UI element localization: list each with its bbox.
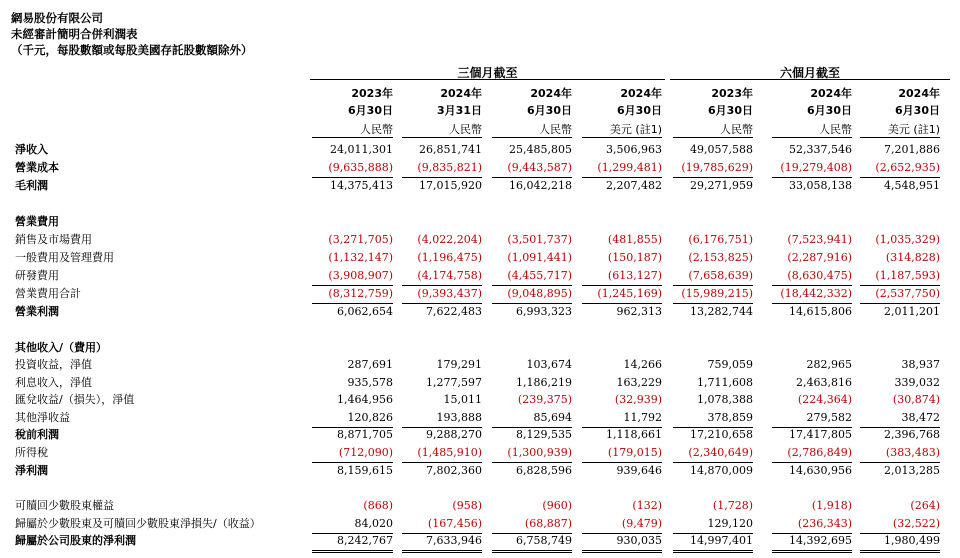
- row-value: 52,337,546: [789, 143, 852, 156]
- column-header-underline: [673, 137, 753, 138]
- group-header-three-months: 三個月截至: [457, 66, 518, 80]
- column-currency: 人民幣: [360, 123, 393, 136]
- row-value: 2,011,201: [884, 305, 940, 318]
- row-value: (4,455,717): [507, 269, 572, 282]
- column-header-underline: [860, 137, 940, 138]
- column-currency: 人民幣: [449, 123, 482, 136]
- row-label: 歸屬於少數股東及可贖回少數股東淨損失/（收益）: [15, 517, 261, 530]
- row-value: (9,479): [621, 517, 662, 530]
- row-value: (264): [910, 499, 940, 512]
- row-value: (314,828): [885, 251, 940, 264]
- row-value: 179,291: [436, 358, 482, 371]
- group-underline-six-months: [670, 79, 950, 80]
- row-value: (1,245,169): [597, 287, 662, 300]
- row-value: 14,870,009: [690, 464, 753, 477]
- column-header-underline: [402, 137, 482, 138]
- row-label: 投資收益，淨值: [15, 358, 92, 371]
- row-value: (2,786,849): [787, 446, 852, 459]
- row-value: 29,271,959: [690, 179, 753, 192]
- row-value: 14,266: [623, 358, 662, 371]
- row-value: (2,153,825): [688, 251, 753, 264]
- column-year: 2024年: [620, 87, 662, 100]
- row-value: (4,174,758): [417, 269, 482, 282]
- total-double-underline: [402, 550, 482, 553]
- row-value: 129,120: [707, 517, 753, 530]
- row-value: (1,300,939): [507, 446, 572, 459]
- row-value: (7,658,639): [688, 269, 753, 282]
- row-value: 6,828,596: [516, 464, 572, 477]
- row-value: 7,201,886: [884, 143, 940, 156]
- row-value: 339,032: [894, 376, 940, 389]
- row-value: (30,874): [892, 393, 940, 406]
- row-value: 287,691: [347, 358, 393, 371]
- row-value: 14,392,695: [789, 534, 852, 547]
- row-value: 38,472: [901, 411, 940, 424]
- row-label: 利息收入，淨值: [15, 376, 92, 389]
- column-year: 2024年: [898, 87, 940, 100]
- row-value: (18,442,332): [780, 287, 852, 300]
- column-date: 6月30日: [527, 104, 572, 117]
- row-value: 26,851,741: [419, 143, 482, 156]
- row-value: 8,871,705: [337, 428, 393, 441]
- row-value: 15,011: [443, 393, 482, 406]
- row-value: (2,652,935): [875, 161, 940, 174]
- column-year: 2024年: [810, 87, 852, 100]
- row-value: (9,048,895): [507, 287, 572, 300]
- row-value: (239,375): [517, 393, 572, 406]
- total-double-underline: [312, 550, 393, 553]
- total-double-underline: [673, 550, 753, 553]
- row-value: (1,035,329): [875, 233, 940, 246]
- row-value: 282,965: [806, 358, 852, 371]
- row-label: 淨收入: [15, 143, 48, 156]
- row-value: (179,015): [607, 446, 662, 459]
- row-label: 一般費用及管理費用: [15, 251, 114, 264]
- column-date: 6月30日: [348, 104, 393, 117]
- column-currency: 人民幣: [720, 123, 753, 136]
- row-value: 17,417,805: [789, 428, 852, 441]
- row-value: 2,207,482: [606, 179, 662, 192]
- row-value: 13,282,744: [690, 305, 753, 318]
- group-header-six-months: 六個月截至: [779, 66, 840, 80]
- row-value: 8,242,767: [337, 534, 393, 547]
- row-value: 6,758,749: [516, 534, 572, 547]
- row-value: (68,887): [524, 517, 572, 530]
- row-label: 營業利潤: [15, 305, 59, 318]
- column-year: 2024年: [440, 87, 482, 100]
- row-label: 歸屬於公司股東的淨利潤: [15, 534, 136, 547]
- row-value: (150,187): [607, 251, 662, 264]
- row-value: (19,279,408): [780, 161, 852, 174]
- row-value: (1,918): [811, 499, 852, 512]
- row-value: (9,835,821): [417, 161, 482, 174]
- row-value: 17,210,658: [690, 428, 753, 441]
- row-value: (7,523,941): [787, 233, 852, 246]
- row-value: 163,229: [616, 376, 662, 389]
- row-value: (9,393,437): [417, 287, 482, 300]
- row-value: 8,129,535: [516, 428, 572, 441]
- row-label: 其他收入/（費用）: [15, 341, 108, 354]
- row-value: (481,855): [607, 233, 662, 246]
- row-value: 14,615,806: [789, 305, 852, 318]
- column-currency: 美元 (註1): [887, 123, 940, 136]
- column-date: 6月30日: [895, 104, 940, 117]
- row-value: 279,582: [806, 411, 852, 424]
- row-value: (32,522): [892, 517, 940, 530]
- row-label: 營業成本: [15, 161, 59, 174]
- row-value: 2,463,816: [796, 376, 852, 389]
- row-value: (1,728): [712, 499, 753, 512]
- row-value: (15,989,215): [681, 287, 753, 300]
- row-value: (2,340,649): [688, 446, 753, 459]
- row-value: 7,622,483: [426, 305, 482, 318]
- row-value: (8,630,475): [787, 269, 852, 282]
- row-value: (4,022,204): [417, 233, 482, 246]
- row-label: 所得稅: [15, 446, 48, 459]
- row-value: (8,312,759): [328, 287, 393, 300]
- row-value: (224,364): [797, 393, 852, 406]
- row-value: 1,464,956: [337, 393, 393, 406]
- row-value: 1,980,499: [884, 534, 940, 547]
- row-value: 1,118,661: [606, 428, 662, 441]
- row-value: (132): [632, 499, 662, 512]
- row-label: 銷售及市場費用: [15, 233, 92, 246]
- row-value: (1,299,481): [597, 161, 662, 174]
- row-value: (712,090): [338, 446, 393, 459]
- row-value: (167,456): [427, 517, 482, 530]
- statement-title: 未經審計簡明合併利潤表: [11, 27, 138, 41]
- row-value: 14,997,401: [690, 534, 753, 547]
- column-header-underline: [582, 137, 662, 138]
- row-value: 8,159,615: [337, 464, 393, 477]
- column-date: 6月30日: [708, 104, 753, 117]
- row-value: 24,011,301: [330, 143, 393, 156]
- unit-note: （千元，每股數額或每股美國存託股數額除外）: [11, 43, 253, 57]
- row-value: (383,483): [885, 446, 940, 459]
- total-double-underline: [582, 550, 662, 553]
- row-value: 14,630,956: [789, 464, 852, 477]
- total-double-underline: [860, 550, 940, 553]
- row-value: (6,176,751): [688, 233, 753, 246]
- row-value: 6,062,654: [337, 305, 393, 318]
- row-value: 49,057,588: [690, 143, 753, 156]
- row-value: (32,939): [614, 393, 662, 406]
- row-value: 120,826: [347, 411, 393, 424]
- column-year: 2023年: [711, 87, 753, 100]
- column-year: 2024年: [530, 87, 572, 100]
- row-value: 193,888: [436, 411, 482, 424]
- row-value: 14,375,413: [330, 179, 393, 192]
- row-value: (9,635,888): [328, 161, 393, 174]
- row-value: 16,042,218: [509, 179, 572, 192]
- row-value: (2,287,916): [787, 251, 852, 264]
- row-label: 稅前利潤: [15, 428, 59, 441]
- row-value: 1,078,388: [697, 393, 753, 406]
- column-currency: 人民幣: [539, 123, 572, 136]
- row-value: (2,537,750): [875, 287, 940, 300]
- row-value: 9,288,270: [426, 428, 482, 441]
- row-value: 25,485,805: [509, 143, 572, 156]
- row-label: 匯兌收益/（損失），淨值: [15, 393, 135, 406]
- row-value: 1,277,597: [426, 376, 482, 389]
- row-value: (960): [542, 499, 572, 512]
- row-value: (19,785,629): [681, 161, 753, 174]
- column-currency: 人民幣: [819, 123, 852, 136]
- row-value: 33,058,138: [789, 179, 852, 192]
- row-value: (3,501,737): [507, 233, 572, 246]
- row-value: 84,020: [354, 517, 393, 530]
- row-value: 939,646: [616, 464, 662, 477]
- column-date: 6月30日: [617, 104, 662, 117]
- row-label: 營業費用合計: [15, 287, 81, 300]
- row-label: 可贖回少數股東權益: [15, 499, 114, 512]
- row-value: (236,343): [797, 517, 852, 530]
- row-value: 103,674: [526, 358, 572, 371]
- row-value: 17,015,920: [419, 179, 482, 192]
- row-value: 4,548,951: [884, 179, 940, 192]
- row-value: 2,396,768: [884, 428, 940, 441]
- row-label: 其他淨收益: [15, 411, 70, 424]
- row-value: 85,694: [533, 411, 572, 424]
- row-value: (1,485,910): [417, 446, 482, 459]
- row-value: (1,091,441): [507, 251, 572, 264]
- total-double-underline: [772, 550, 852, 553]
- column-currency: 美元 (註1): [609, 123, 662, 136]
- row-label: 營業費用: [15, 215, 59, 228]
- row-value: 930,035: [616, 534, 662, 547]
- row-value: 2,013,285: [884, 464, 940, 477]
- column-date: 6月30日: [807, 104, 852, 117]
- company-name: 網易股份有限公司: [11, 11, 103, 25]
- row-value: 6,993,323: [516, 305, 572, 318]
- column-year: 2023年: [351, 87, 393, 100]
- row-value: (1,196,475): [417, 251, 482, 264]
- row-value: 7,802,360: [426, 464, 482, 477]
- row-label: 毛利潤: [15, 179, 48, 192]
- row-value: (868): [363, 499, 393, 512]
- row-value: 378,859: [707, 411, 753, 424]
- row-value: 759,059: [707, 358, 753, 371]
- row-value: (958): [452, 499, 482, 512]
- column-header-underline: [492, 137, 572, 138]
- row-value: (9,443,587): [507, 161, 572, 174]
- row-label: 研發費用: [15, 269, 59, 282]
- total-double-underline: [492, 550, 572, 553]
- column-header-underline: [772, 137, 852, 138]
- row-value: (3,908,907): [328, 269, 393, 282]
- row-value: 962,313: [616, 305, 662, 318]
- row-value: 1,186,219: [516, 376, 572, 389]
- group-underline-three-months: [310, 79, 665, 80]
- row-value: (613,127): [607, 269, 662, 282]
- row-label: 淨利潤: [15, 464, 48, 477]
- row-value: 11,792: [623, 411, 662, 424]
- row-value: 38,937: [901, 358, 940, 371]
- row-value: (1,132,147): [328, 251, 393, 264]
- column-date: 3月31日: [437, 104, 482, 117]
- row-value: 1,711,608: [697, 376, 753, 389]
- row-value: 7,633,946: [426, 534, 482, 547]
- column-header-underline: [312, 137, 393, 138]
- row-value: (1,187,593): [875, 269, 940, 282]
- row-value: 935,578: [347, 376, 393, 389]
- row-value: (3,271,705): [328, 233, 393, 246]
- row-value: 3,506,963: [606, 143, 662, 156]
